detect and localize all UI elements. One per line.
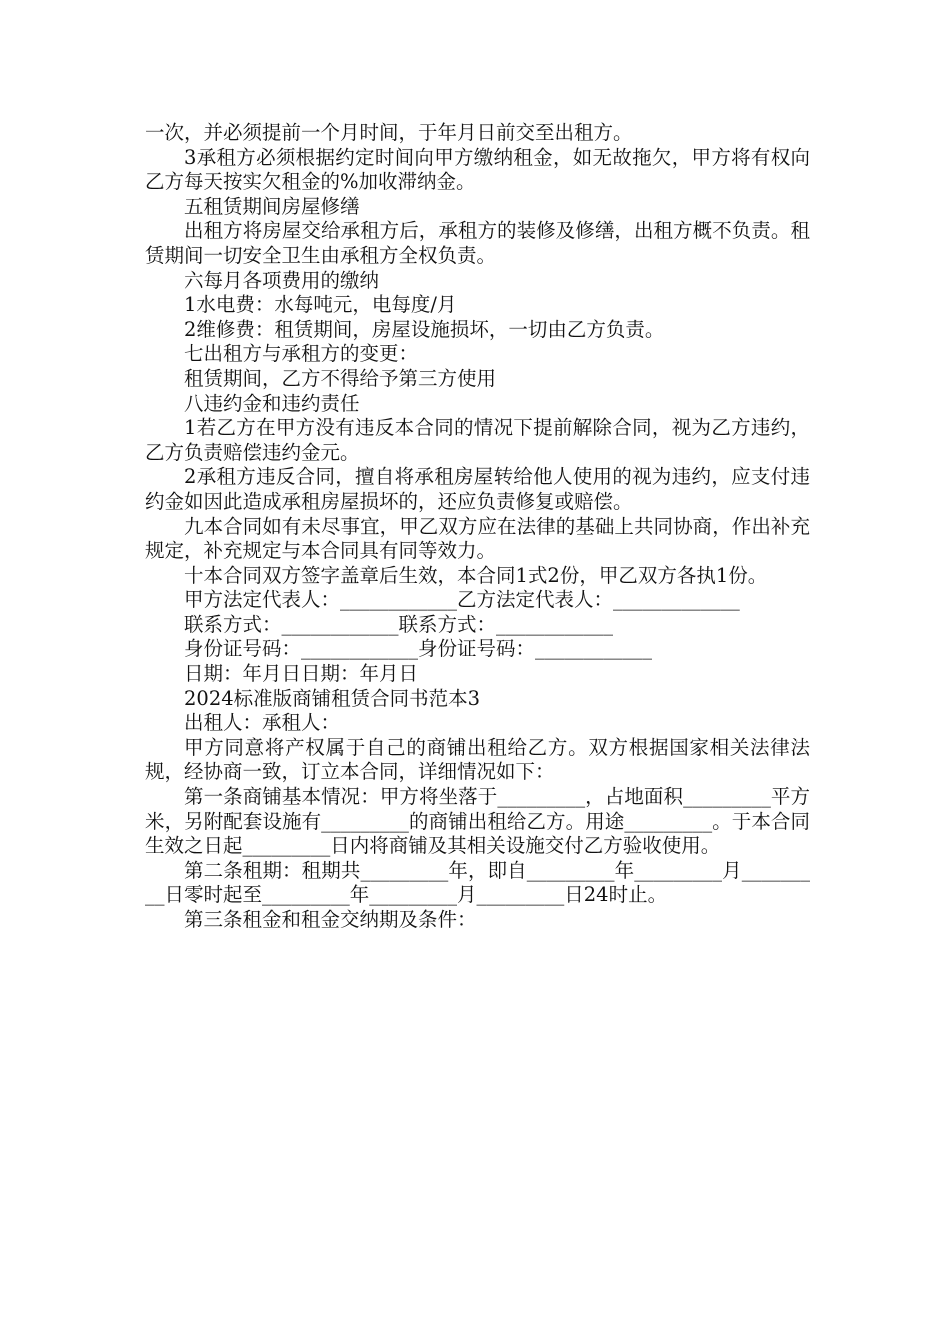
paragraph-repairs: 出租方将房屋交给承租方后，承租方的装修及修缮，出租方概不负责。租赁期间一切安全卫生由承租方全权负责。 <box>145 219 810 267</box>
paragraph-breach: 2承租方违反合同，擅自将承租房屋转给他人使用的视为违约，应支付违约金如因此造成承租房屋损坏的，还应负责修复或赔偿。 <box>145 465 810 513</box>
document-body <box>145 121 810 933</box>
section-heading-penalty: 八违约金和违约责任 <box>184 391 360 415</box>
paragraph-effective: 十本合同双方签字盖章后生效，本合同1式2份，甲乙双方各执1份。 <box>184 563 768 587</box>
signature-representatives: 甲方法定代表人：____________乙方法定代表人：_____________ <box>184 588 740 612</box>
section-heading-repairs: 五租赁期间房屋修缮 <box>184 194 360 218</box>
parties-line: 出租人：承租人： <box>184 711 341 735</box>
paragraph-supplement: 九本合同如有未尽事宜，甲乙双方应在法律的基础上共同协商，作出补充规定，补充规定与本合同具有同等效力。 <box>145 514 810 563</box>
signature-id-number: 身份证号码：____________身份证号码：____________ <box>184 637 653 661</box>
signature-contact: 联系方式：____________联系方式：____________ <box>184 612 614 636</box>
article-3-rent-heading: 第三条租金和租金交纳期及条件： <box>184 908 477 931</box>
paragraph-no-sublet: 租赁期间，乙方不得给予第三方使用 <box>184 366 497 390</box>
section-heading-changes: 七出租方与承租方的变更： <box>184 342 419 366</box>
paragraph-late-fee: 3承租方必须根据约定时间向甲方缴纳租金，如无故拖欠，甲方将有权向乙方每天按实欠租金的%加收滞纳金。 <box>145 145 810 194</box>
paragraph-rent-payment-deadline: 一次，并必须提前一个月时间，于年月日前交至出租方。 <box>145 121 633 144</box>
paragraph-maintenance: 2维修费：租赁期间，房屋设施损坏，一切由乙方负责。 <box>184 317 665 341</box>
paragraph-early-termination: 1若乙方在甲方没有违反本合同的情况下提前解除合同，视为乙方违约，乙方负责赔偿违约金元。 <box>145 416 810 464</box>
signature-date: 日期：年月日日期：年月日 <box>184 662 419 686</box>
article-1-shop-info: 第一条商铺基本情况：甲方将坐落于_________，占地面积_________平方米，另附配套设施有_________的商铺出租给乙方。用途_________。于本合同生效之日起_________日内将商铺及其相关设施交付乙方验收使用。 <box>145 785 810 858</box>
document-title-template-3: 2024标准版商铺租赁合同书范本3 <box>184 686 481 710</box>
section-heading-monthly-fees: 六每月各项费用的缴纳 <box>184 268 380 292</box>
article-2-lease-term: 第二条租期：租期共_________年，即自_________年_________月_________日零时起至_________年_________月_________日24时止。 <box>145 858 810 907</box>
paragraph-utilities: 1水电费：水每吨元，电每度/月 <box>184 293 457 317</box>
paragraph-agreement: 甲方同意将产权属于自己的商铺出租给乙方。双方根据国家相关法律法规，经协商一致，订立本合同，详细情况如下： <box>145 735 810 784</box>
